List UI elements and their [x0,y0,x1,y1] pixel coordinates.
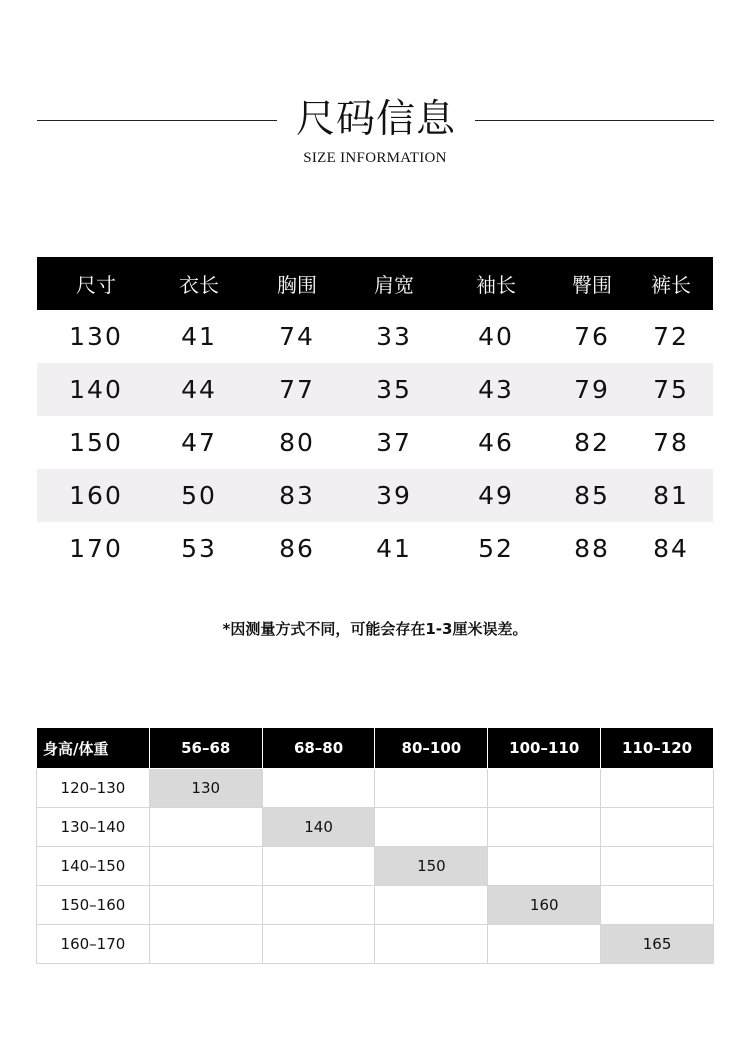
col-header-length: 衣长 [179,273,219,297]
table-row [37,363,713,416]
table-cell: 75 [653,375,689,404]
empty-cell [375,925,488,964]
table-cell: 33 [376,322,412,351]
empty-cell [149,886,262,925]
table-cell: 78 [653,428,689,457]
title-divider-left [37,120,277,121]
size-table [37,257,713,575]
recommended-size-cell: 140 [262,808,375,847]
table-cell: 82 [574,428,610,457]
title-block [0,92,750,152]
recommended-size-cell: 130 [149,769,262,808]
height-range-label: 120–130 [37,769,150,808]
empty-cell [375,769,488,808]
page-subtitle: SIZE INFORMATION [303,150,447,166]
table-cell: 150 [69,428,123,457]
table-cell: 79 [574,375,610,404]
table-cell: 39 [376,481,412,510]
title-divider-right [475,120,714,121]
table-cell: 130 [69,322,123,351]
table-cell: 81 [653,481,689,510]
table-cell: 86 [279,534,315,563]
table-cell: 44 [181,375,217,404]
col-header-hip: 臀围 [572,273,612,297]
height-range-label: 150–160 [37,886,150,925]
table-cell: 72 [653,322,689,351]
table-cell: 140 [69,375,123,404]
height-range-label: 160–170 [37,925,150,964]
empty-cell [488,925,601,964]
size-table-header [37,257,713,310]
empty-cell [375,808,488,847]
weight-range-header: 80–100 [375,728,488,769]
table-cell: 41 [376,534,412,563]
page-title: 尺码信息 [295,97,456,142]
table-cell: 77 [279,375,315,404]
table-row [37,847,714,886]
weight-range-header: 100–110 [488,728,601,769]
empty-cell [262,769,375,808]
empty-cell [601,769,714,808]
hw-table-header [37,728,714,769]
table-cell: 35 [376,375,412,404]
table-row [37,769,714,808]
table-cell: 84 [653,534,689,563]
table-row [37,469,713,522]
recommended-size-cell: 150 [375,847,488,886]
table-cell: 85 [574,481,610,510]
measurement-note: *因测量方式不同，可能会存在1-3厘米误差。 [222,620,528,638]
col-header-shoulder: 肩宽 [374,273,414,297]
empty-cell [149,925,262,964]
table-cell: 80 [279,428,315,457]
table-cell: 53 [181,534,217,563]
empty-cell [601,808,714,847]
table-row [37,310,713,363]
empty-cell [488,847,601,886]
table-cell: 47 [181,428,217,457]
table-cell: 41 [181,322,217,351]
table-cell: 76 [574,322,610,351]
table-row [37,416,713,469]
table-cell: 50 [181,481,217,510]
empty-cell [262,886,375,925]
recommended-size-cell: 165 [601,925,714,964]
empty-cell [262,847,375,886]
weight-range-header: 56–68 [149,728,262,769]
table-cell: 46 [478,428,514,457]
col-header-sleeve: 袖长 [476,273,516,297]
weight-range-header: 110–120 [601,728,714,769]
empty-cell [601,886,714,925]
table-cell: 83 [279,481,315,510]
table-cell: 49 [478,481,514,510]
table-cell: 40 [478,322,514,351]
height-range-label: 130–140 [37,808,150,847]
height-range-label: 140–150 [37,847,150,886]
empty-cell [488,769,601,808]
table-cell: 43 [478,375,514,404]
height-weight-table [36,727,714,964]
empty-cell [149,808,262,847]
table-cell: 74 [279,322,315,351]
table-row [37,808,714,847]
empty-cell [375,886,488,925]
recommended-size-cell: 160 [488,886,601,925]
col-header-chest: 胸围 [277,273,317,297]
table-row [37,886,714,925]
table-cell: 52 [478,534,514,563]
empty-cell [149,847,262,886]
weight-range-header: 68–80 [262,728,375,769]
table-row [37,522,713,575]
table-cell: 170 [69,534,123,563]
empty-cell [601,847,714,886]
table-cell: 37 [376,428,412,457]
table-row [37,925,714,964]
table-cell: 160 [69,481,123,510]
col-header-pants: 裤长 [651,273,691,297]
empty-cell [262,925,375,964]
col-header-size: 尺寸 [76,273,116,297]
table-cell: 88 [574,534,610,563]
empty-cell [488,808,601,847]
hw-corner-label: 身高/体重 [37,728,150,769]
